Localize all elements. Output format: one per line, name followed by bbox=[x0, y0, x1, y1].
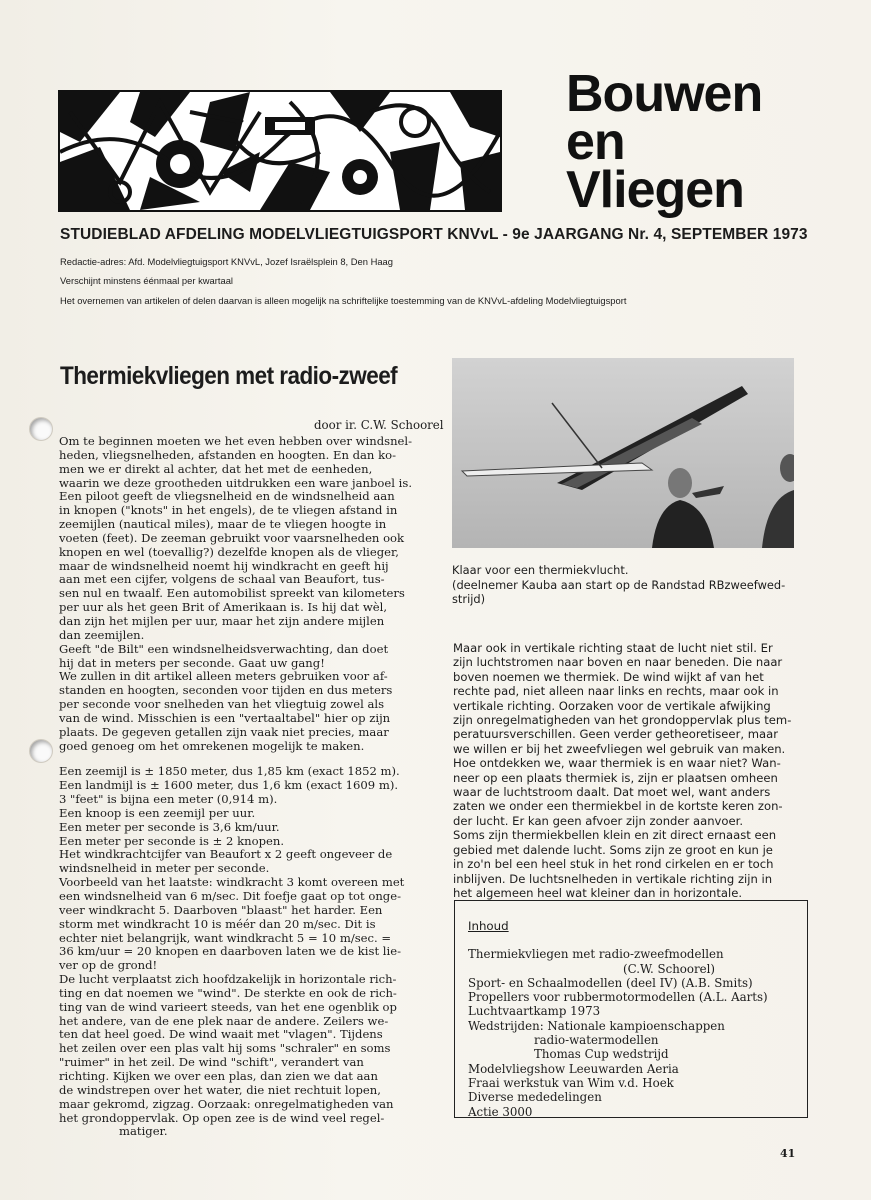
caption-line-1: Klaar voor een thermiekvlucht. bbox=[452, 563, 629, 577]
text-line: windsnelheid in meter per seconde. bbox=[59, 861, 270, 876]
toc-item: Wedstrijden: Nationale kampioenschappen bbox=[468, 1018, 725, 1033]
text-line: maar de windsnelheid noemt hij windkracht en geeft hij bbox=[59, 558, 389, 573]
text-line: hij dat in meters per seconde. Gaat uw gang! bbox=[59, 655, 325, 670]
text-line: goed genoeg om het omrekenen mogelijk te maken. bbox=[59, 738, 365, 753]
text-line: het algemeen heel wat kleiner dan in horizontale. bbox=[453, 885, 743, 900]
photo-caption bbox=[452, 563, 785, 607]
toc-item: (C.W. Schoorel) bbox=[623, 961, 716, 976]
text-line: Maar ook in vertikale richting staat de lucht niet stil. Er bbox=[453, 641, 773, 655]
text-line: Een piloot geeft de vliegsnelheid en de windsnelheid aan bbox=[59, 489, 395, 504]
right-column-text bbox=[453, 641, 803, 900]
text-line: maar gekromd, zigzag. Oorzaak: onregelmatigheden van bbox=[59, 1096, 394, 1111]
text-line: richting. Kijken we over een plas, dan zien we dat aan bbox=[59, 1068, 378, 1083]
toc-item: radio-watermodellen bbox=[534, 1033, 659, 1048]
toc-item: Fraai werkstuk van Wim v.d. Hoek bbox=[468, 1075, 674, 1090]
article-title: Thermiekvliegen met radio-zweef bbox=[60, 362, 398, 390]
text-line: in knopen ("knots" in het engels), de te vliegen afstand in bbox=[59, 503, 398, 518]
text-line: Hoe ontdekken we, waar thermiek is en waar niet? Wan- bbox=[453, 756, 781, 771]
article-byline: door ir. C.W. Schoorel bbox=[314, 418, 444, 432]
table-of-contents bbox=[454, 900, 808, 1118]
text-line: Een meter per seconde is ± 2 knopen. bbox=[59, 833, 285, 848]
toc-heading: Inhoud bbox=[468, 919, 509, 933]
publication-frequency: Verschijnt minstens éénmaal per kwartaal bbox=[60, 275, 233, 286]
abstract-aviation-illustration bbox=[60, 92, 500, 210]
text-line: Een knoop is een zeemijl per uur. bbox=[59, 805, 256, 820]
text-line: het grondoppervlak. Op open zee is de wind veel regel- bbox=[59, 1110, 385, 1125]
text-line: vertikale richting. Oorzaken voor de vertikale afwijking bbox=[453, 698, 771, 713]
toc-item: Thomas Cup wedstrijd bbox=[534, 1047, 669, 1062]
left-column-text bbox=[59, 435, 431, 1139]
text-line: Een meter per seconde is 3,6 km/uur. bbox=[59, 819, 280, 834]
page-number: 41 bbox=[780, 1147, 796, 1160]
text-line: Geeft "de Bilt" een windsnelheidsverwachting, dan doet bbox=[59, 641, 389, 656]
text-line: Soms zijn thermiekbellen klein en zit direct ernaast een bbox=[453, 828, 777, 843]
text-line: matiger. bbox=[119, 1124, 168, 1139]
title-line-1: Bouwen bbox=[566, 65, 763, 123]
text-line: "ruimer" in het zeil. De wind "schift", verandert van bbox=[59, 1055, 364, 1070]
copyright-notice: Het overnemen van artikelen of delen daarvan is alleen mogelijk na schriftelijke toestemming van de KNVvL-afdeling Modelvliegtuigsport bbox=[60, 295, 627, 306]
text-line: het zeilen over een plas valt hij soms "schraler" en soms bbox=[59, 1041, 391, 1056]
text-line: Een zeemijl is ± 1850 meter, dus 1,85 km (exact 1852 m). bbox=[59, 764, 400, 779]
text-line: ting en dat noemen we "wind". De sterkte en ook de rich- bbox=[59, 985, 397, 1000]
toc-item: Modelvliegshow Leeuwarden Aeria bbox=[468, 1061, 679, 1076]
text-line: in zo'n bel een heel stuk in het rond cirkelen en er toch bbox=[453, 857, 774, 872]
text-line: het andere, van de ene plek naar de andere. Zeilers we- bbox=[59, 1013, 389, 1028]
text-line: boven noemen we thermiek. De wind wijkt af van het bbox=[453, 669, 764, 684]
text-line: de windstrepen over het water, die niet rechtuit lopen, bbox=[59, 1082, 381, 1097]
text-line: Een landmijl is ± 1600 meter, dus 1,6 km (exact 1609 m). bbox=[59, 778, 399, 793]
punch-hole bbox=[30, 418, 52, 440]
glider-photo bbox=[452, 358, 794, 548]
text-line: inblijven. De luchtsnelheden in vertikale richting zijn in bbox=[453, 871, 773, 886]
text-line: Het windkrachtcijfer van Beaufort x 2 geeft ongeveer de bbox=[59, 847, 393, 862]
text-line: voeten (feet). De zeeman gebruikt voor vaarsnelheden ook bbox=[59, 530, 405, 545]
text-line: zijn onregelmatigheden van het grondoppervlak plus tem- bbox=[453, 713, 792, 728]
toc-item: Actie 3000 bbox=[468, 1104, 533, 1119]
text-line: ver op de grond! bbox=[59, 958, 158, 973]
text-line: De lucht verplaatst zich hoofdzakelijk in horizontale rich- bbox=[59, 972, 397, 987]
glider-pilot-image bbox=[452, 358, 794, 548]
text-line: 3 "feet" is bijna een meter (0,914 m). bbox=[59, 792, 278, 807]
text-line: heden, vliegsnelheden, afstanden en hoogten. En dan ko- bbox=[59, 447, 396, 462]
caption-line-2: (deelnemer Kauba aan start op de Randstad RBzweefwed- bbox=[452, 577, 786, 592]
text-line: plaats. De gegeven getallen zijn vaak niet precies, maar bbox=[59, 724, 389, 739]
toc-item: Propellers voor rubbermotormodellen (A.L. Aarts) bbox=[468, 990, 768, 1005]
caption-line-3: strijd) bbox=[452, 592, 486, 606]
text-line: Voorbeeld van het laatste: windkracht 3 komt overeen met bbox=[59, 875, 405, 890]
issue-subtitle: STUDIEBLAD AFDELING MODELVLIEGTUIGSPORT KNVvL - 9e JAARGANG Nr. 4, SEPTEMBER 1973 bbox=[60, 226, 808, 243]
title-line-2: en bbox=[566, 113, 625, 171]
text-line: zaten we onder een thermiekbel in de kortste keren zon- bbox=[453, 799, 783, 814]
text-line: dan zeemijlen. bbox=[59, 627, 145, 642]
text-line: per uur als het geen Brit of Amerikaan is. Is hij dat wèl, bbox=[59, 600, 387, 615]
text-line: men we er direkt al achter, dat het met de eenheden, bbox=[59, 461, 373, 476]
title-line-3: Vliegen bbox=[566, 161, 744, 219]
text-line: echter niet belangrijk, want windkracht 5 = 10 m/sec. = bbox=[59, 930, 392, 945]
text-line: een windsnelheid van 6 m/sec. Dit foefje gaat op tot onge- bbox=[59, 889, 401, 903]
text-line: van de wind. Misschien is een "vertaaltabel" hier op zijn bbox=[59, 710, 391, 725]
editorial-address: Redactie-adres: Afd. Modelvliegtuigsport KNVvL, Jozef Israëlsplein 8, Den Haag bbox=[60, 256, 393, 267]
text-line: knopen en wel (toevallig?) dezelfde knopen als de vlieger, bbox=[59, 544, 399, 559]
text-line: ting van de wind varieert steeds, van het ene ogenblik op bbox=[59, 999, 397, 1014]
punch-hole bbox=[30, 740, 52, 762]
text-line: aan met een cijfer, volgens de schaal van Beaufort, tus- bbox=[59, 572, 385, 587]
text-line: waarin we deze grootheden uitdrukken een ware janboel is. bbox=[59, 475, 413, 490]
toc-item: Thermiekvliegen met radio-zweefmodellen bbox=[468, 947, 724, 962]
text-line: neer op een plaats thermiek is, zijn er plaatsen omheen bbox=[453, 770, 778, 785]
text-line: veer windkracht 5. Daarboven "blaast" het harder. Een bbox=[59, 902, 383, 917]
toc-list bbox=[468, 919, 768, 1119]
toc-item: Luchtvaartkamp 1973 bbox=[468, 1004, 601, 1019]
masthead-artwork bbox=[58, 90, 502, 212]
text-line: zijn luchtstromen naar boven en naar beneden. Die naar bbox=[453, 655, 783, 670]
text-line: waar de luchtstroom daalt. Dat moet wel, want anders bbox=[453, 785, 771, 800]
text-line: sen nul en twaalf. Een automobilist spreekt van kilometers bbox=[59, 586, 405, 601]
text-line: standen en hoogten, seconden voor tijden en dus meters bbox=[59, 683, 393, 698]
magazine-title bbox=[566, 65, 826, 219]
text-line: We zullen in dit artikel alleen meters gebruiken voor af- bbox=[59, 669, 388, 684]
text-line: we willen er bij het zweefvliegen wel gebruik van maken. bbox=[453, 741, 786, 756]
text-line: storm met windkracht 10 is méér dan 20 m/sec. Dit is bbox=[59, 916, 376, 931]
toc-item: Diverse mededelingen bbox=[468, 1090, 602, 1105]
text-line: Om te beginnen moeten we het even hebben over windsnel- bbox=[59, 434, 413, 448]
toc-item: Sport- en Schaalmodellen (deel IV) (A.B. Smits) bbox=[468, 975, 753, 990]
text-line: zeemijlen (nautical miles), maar de te vliegen hoogte in bbox=[59, 517, 387, 532]
text-line: 36 km/uur = 20 knopen en daarboven laten we de kist lie- bbox=[59, 944, 401, 959]
text-line: per seconde voor snelheden van het vliegtuig zowel als bbox=[59, 697, 385, 712]
text-line: rechte pad, niet alleen naar links en rechts, maar ook in bbox=[453, 684, 779, 699]
text-line: dan zijn het mijlen per uur, maar het zijn andere mijlen bbox=[59, 613, 385, 628]
text-line: peratuursverschillen. Geen verder getheoretiseer, maar bbox=[453, 727, 778, 742]
text-line: ten dat heel goed. De wind waait met "vlagen". Tijdens bbox=[59, 1027, 383, 1042]
text-line: gebied met dalende lucht. Soms zijn ze groot en kun je bbox=[453, 842, 773, 857]
text-line: der lucht. Er kan geen afvoer zijn zonder aanvoer. bbox=[453, 813, 744, 828]
